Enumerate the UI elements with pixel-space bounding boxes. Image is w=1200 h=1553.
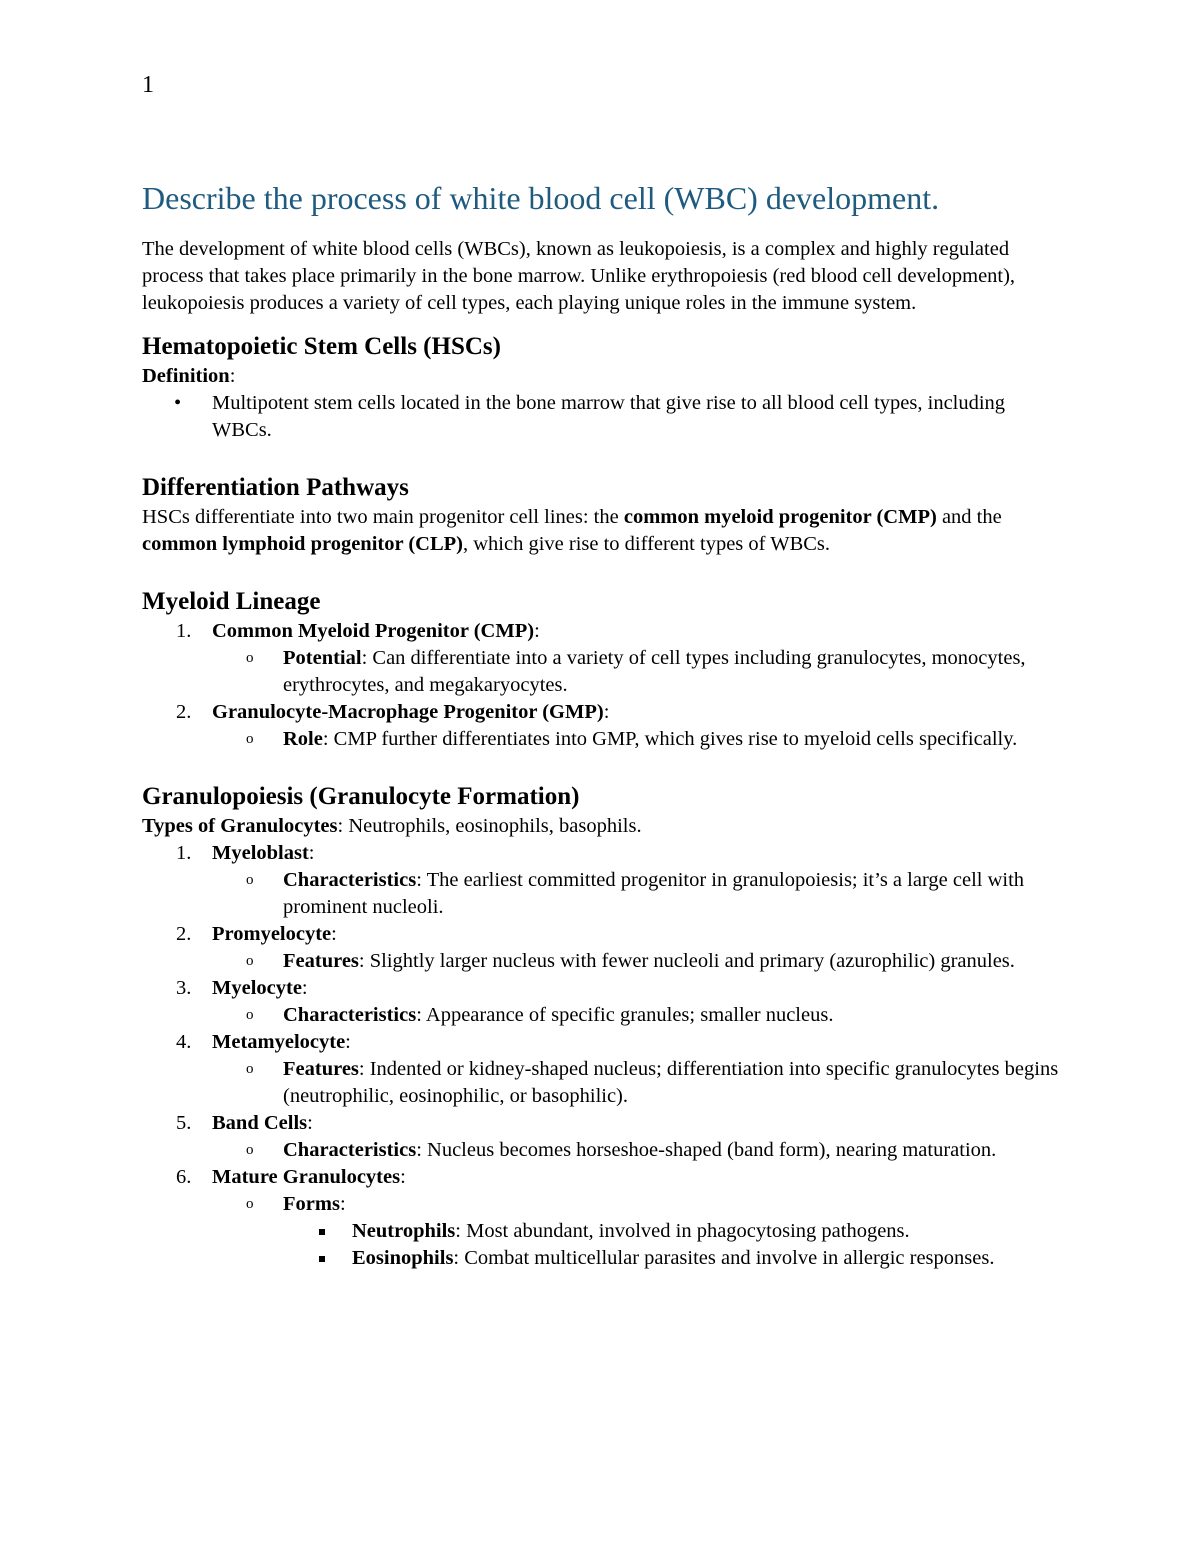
circle-bullet-icon: o xyxy=(246,1142,254,1158)
list-item xyxy=(142,390,1062,444)
hsc-bullet-list xyxy=(142,390,1062,444)
circle-bullet-icon: o xyxy=(246,1196,254,1212)
list-item: 2. Promyelocyte: xyxy=(176,923,337,945)
square-bullet-icon xyxy=(319,1256,325,1262)
intro-paragraph: The development of white blood cells (WBCs), known as leukopoiesis, is a complex and highly regulated process that takes place primarily in the bone marrow. Unlike erythropoiesis (red blood cell development), leukopoiesis produces a variety of cell types, each playing unique roles in the immune system. xyxy=(142,238,1016,314)
list-item: o Characteristics: The earliest committed progenitor in granulopoiesis; it’s a large cell with prominent nucleoli. xyxy=(246,869,1025,918)
list-item: 6. Mature Granulocytes: xyxy=(176,1166,406,1188)
page-content xyxy=(142,176,1062,1272)
list-item: o Features: Slightly larger nucleus with fewer nucleoli and primary (azurophilic) granules. xyxy=(142,948,1062,975)
list-item: o Potential: Can differentiate into a variety of cell types including granulocytes, monocytes, erythrocytes, and megakaryocytes. xyxy=(246,647,1026,696)
myeloid-heading: Myeloid Lineage xyxy=(142,588,321,615)
page-title: Describe the process of white blood cell (WBC) development. xyxy=(142,180,940,216)
list-item: 1. Myeloblast: xyxy=(176,842,315,864)
list-item: 4. Metamyelocyte: xyxy=(176,1031,351,1053)
granulocyte-types: Types of Granulocytes: Neutrophils, eosinophils, basophils. xyxy=(142,815,642,837)
list-item: 2. Granulocyte-Macrophage Progenitor (GMP): xyxy=(176,701,610,723)
circle-bullet-icon: o xyxy=(246,872,254,888)
hsc-bullet-text: Multipotent stem cells located in the bone marrow that give rise to all blood cell types, including WBCs. xyxy=(212,392,1006,441)
list-item: Eosinophils: Combat multicellular parasites and involve in allergic responses. xyxy=(142,1245,1062,1272)
definition-label: Definition xyxy=(142,365,230,387)
list-item: o Features: Indented or kidney-shaped nucleus; differentiation into specific granulocytes begins (neutrophilic, eosinophilic, or basophilic). xyxy=(246,1058,1059,1107)
list-item: 5. Band Cells: xyxy=(176,1112,313,1134)
square-bullet-icon xyxy=(319,1229,325,1235)
circle-bullet-icon: o xyxy=(246,1061,254,1077)
pathways-paragraph: HSCs differentiate into two main progenitor cell lines: the common myeloid progenitor (CMP) and the common lymphoid progenitor (CLP), which give rise to different types of WBCs. xyxy=(142,506,1002,555)
myeloid-list xyxy=(142,618,1062,753)
bullet-icon: • xyxy=(174,392,182,414)
list-item: o Characteristics: Appearance of specific granules; smaller nucleus. xyxy=(142,1002,1062,1029)
list-item: o Role: CMP further differentiates into GMP, which gives rise to myeloid cells specifically. xyxy=(142,726,1062,753)
granulopoiesis-heading: Granulopoiesis (Granulocyte Formation) xyxy=(142,783,580,810)
list-item: Neutrophils: Most abundant, involved in phagocytosing pathogens. xyxy=(142,1218,1062,1245)
list-item: 1. Common Myeloid Progenitor (CMP): xyxy=(176,620,540,642)
circle-bullet-icon: o xyxy=(246,1007,254,1023)
list-item: 3. Myelocyte: xyxy=(176,977,308,999)
list-item: o Forms: xyxy=(142,1191,1062,1218)
hsc-definition: Definition: xyxy=(142,365,236,387)
granulopoiesis-list xyxy=(142,840,1062,1272)
list-item: o Characteristics: Nucleus becomes horseshoe-shaped (band form), nearing maturation. xyxy=(142,1137,1062,1164)
circle-bullet-icon: o xyxy=(246,731,254,747)
circle-bullet-icon: o xyxy=(246,650,254,666)
hsc-heading: Hematopoietic Stem Cells (HSCs) xyxy=(142,333,501,360)
circle-bullet-icon: o xyxy=(246,953,254,969)
pathways-heading: Differentiation Pathways xyxy=(142,474,409,501)
page-number: 1 xyxy=(142,72,154,98)
